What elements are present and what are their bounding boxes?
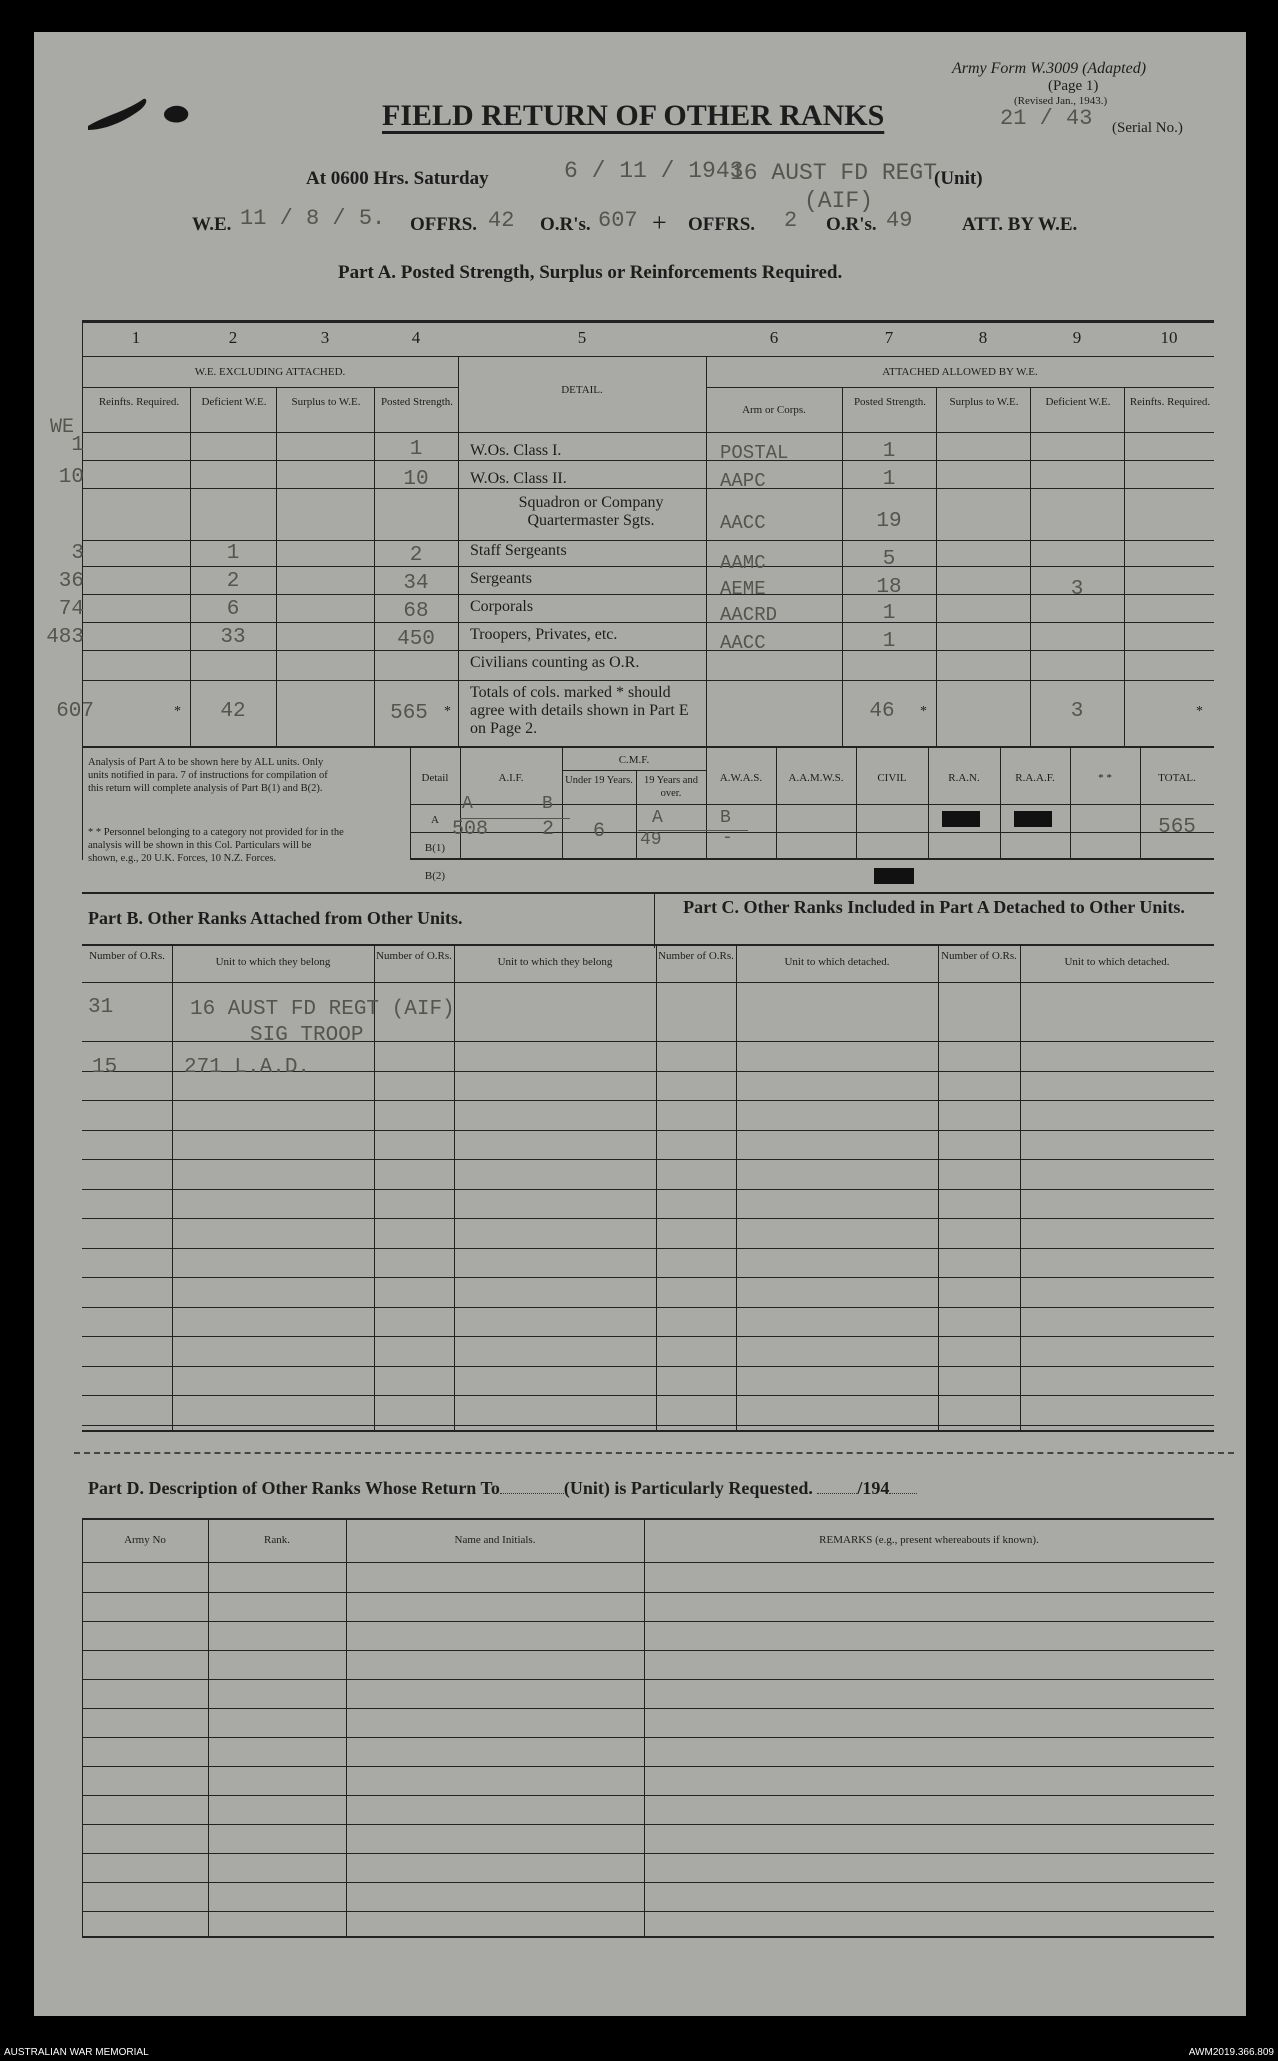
- date-value: 6 / 11 / 1943: [564, 158, 744, 184]
- att-by-we-label: ATT. BY W.E.: [962, 214, 1078, 235]
- row-label-b1: B(1): [424, 842, 446, 854]
- offrs-value: 42: [488, 208, 515, 233]
- arm-header: Arm or Corps.: [742, 404, 806, 416]
- ruled-line: [82, 1130, 1214, 1131]
- aif-value: (AIF): [804, 188, 874, 214]
- row-we: 36: [58, 570, 84, 593]
- att-ors-value: 49: [886, 208, 913, 233]
- row-posted-att: 1: [882, 602, 896, 625]
- over-19-header: 19 Years and over.: [644, 775, 698, 799]
- ruled-line: [82, 1708, 1214, 1709]
- ruled-line: [82, 1395, 1214, 1396]
- part-b-unit-header: Unit to which they belong: [497, 956, 613, 968]
- deficient-att-header: Deficient W.E.: [1045, 396, 1111, 408]
- aif-b-mark: B: [542, 794, 553, 814]
- ruled-line: [82, 1366, 1214, 1367]
- row-detail: Squadron or Company Quartermaster Sgts.: [518, 494, 664, 529]
- we-value: 11 / 8 / 5.: [240, 206, 386, 231]
- ruled-line: [82, 1248, 1214, 1249]
- under-19-value: 6: [592, 820, 605, 843]
- deficient-header: Deficient W.E.: [201, 396, 267, 408]
- serial-number: 21 / 43: [1000, 106, 1093, 131]
- offrs-label: OFFRS.: [410, 214, 478, 235]
- analysis-total-value: 565: [1158, 816, 1196, 839]
- surplus-att-header: Surplus to W.E.: [949, 396, 1019, 408]
- row-deficient: 6: [226, 598, 240, 621]
- row-we: 74: [58, 598, 84, 621]
- over-19-b-mark: B: [720, 808, 731, 828]
- att-offrs-value: 2: [784, 208, 798, 233]
- ruled-line: [82, 1100, 1214, 1101]
- row-detail: Staff Sergeants: [470, 542, 567, 559]
- over-19-a-value: 49: [640, 830, 662, 850]
- unit-label: (Unit): [934, 168, 983, 189]
- row-deficient: 33: [220, 626, 246, 649]
- attached-number: 15: [92, 1056, 118, 1079]
- redaction-mark: [942, 811, 980, 827]
- unit-value: 16 AUST FD REGT: [730, 160, 938, 186]
- aif-a-mark: A: [462, 794, 473, 814]
- aif-a-value: 508: [452, 818, 489, 841]
- attached-unit: 16 AUST FD REGT (AIF): [190, 998, 455, 1021]
- posted-header: Posted Strength.: [380, 396, 454, 408]
- part-a-top-rule: [82, 320, 1214, 323]
- over-19-a-mark: A: [652, 808, 663, 828]
- ran-header: R.A.N.: [948, 772, 980, 784]
- margin-we-note: WE: [50, 416, 75, 439]
- page-title: FIELD RETURN OF OTHER RANKS: [382, 99, 885, 132]
- redaction-mark: [874, 868, 914, 884]
- serial-label: (Serial No.): [1112, 120, 1183, 136]
- row-arm: AEME: [720, 578, 766, 600]
- detail-header: DETAIL.: [561, 384, 603, 396]
- ruled-line: [82, 1795, 1214, 1796]
- ruled-line: [82, 1336, 1214, 1337]
- row-posted-att: 1: [882, 630, 896, 653]
- row-detail: Civilians counting as O.R.: [470, 654, 640, 671]
- attached-number: 31: [88, 996, 114, 1019]
- aif-col-header: A.I.F.: [498, 772, 524, 784]
- att-offrs-label: OFFRS.: [688, 214, 756, 235]
- dashed-separator: [74, 1452, 1234, 1454]
- analysis-note: Analysis of Part A to be shown here by ALL units. Only units notified in para. 7 of instructions for compilation of this return will complete analysis of Part B(1) and B(2).: [88, 757, 328, 794]
- totals-detail: Totals of cols. marked * should agree with details shown in Part E on Page 2.: [470, 684, 689, 737]
- redaction-mark: [1014, 811, 1052, 827]
- total-header: TOTAL.: [1158, 772, 1196, 784]
- ruled-line: [82, 1425, 1214, 1426]
- ors-label: O.R's.: [540, 214, 591, 235]
- row-detail: Corporals: [470, 598, 534, 615]
- total-star: *: [174, 704, 181, 719]
- reinfts-header: Reinfts. Required.: [98, 396, 180, 408]
- row-label-b2: B(2): [424, 870, 446, 882]
- ruled-line: [82, 1766, 1214, 1767]
- part-d-title: Part D. Description of Other Ranks Whose Return To (Unit) is Particularly Requested. /194: [88, 1478, 917, 1499]
- total-star: *: [920, 704, 927, 719]
- row-detail: Sergeants: [470, 570, 532, 587]
- part-c-number-header: Number of O.Rs.: [658, 950, 734, 962]
- ruled-line: [82, 1277, 1214, 1278]
- other-header: * *: [1098, 772, 1112, 784]
- ruled-line: [82, 1679, 1214, 1680]
- total-star: *: [444, 704, 451, 719]
- att-ors-label: O.R's.: [826, 214, 877, 235]
- row-arm: AACRD: [720, 604, 778, 626]
- ruled-line: [82, 1307, 1214, 1308]
- footer-right: AWM2019.366.809: [1188, 2047, 1274, 2058]
- ruled-line: [82, 1650, 1214, 1651]
- row-detail: Troopers, Privates, etc.: [470, 626, 618, 643]
- row-arm: AACC: [720, 512, 766, 534]
- row-detail: W.Os. Class I.: [470, 442, 562, 459]
- row-posted: 2: [409, 544, 423, 567]
- part-b-title: Part B. Other Ranks Attached from Other Units.: [88, 908, 463, 928]
- part-b-number-header: Number of O.Rs.: [89, 950, 165, 962]
- row-posted-att: 18: [876, 576, 902, 599]
- attached-unit: 271 L.A.D.: [184, 1056, 311, 1079]
- part-a-colnum-rule: [82, 356, 1214, 357]
- part-d-date: /194: [857, 1478, 890, 1498]
- row-detail: W.Os. Class II.: [470, 470, 567, 487]
- civil-header: CIVIL: [877, 772, 907, 784]
- group-right-header: ATTACHED ALLOWED BY W.E.: [882, 366, 1038, 378]
- name-header: Name and Initials.: [454, 1534, 536, 1546]
- total-posted: 565: [390, 702, 428, 725]
- remarks-header: REMARKS (e.g., present whereabouts if known).: [819, 1534, 1039, 1546]
- row-we: 483: [46, 626, 84, 649]
- row-deficient-att: 3: [1070, 578, 1084, 601]
- we-label: W.E.: [192, 214, 232, 235]
- ruled-line: [82, 1853, 1214, 1854]
- cmf-col-header: C.M.F.: [618, 754, 650, 766]
- footer-left: AUSTRALIAN WAR MEMORIAL: [4, 2047, 149, 2058]
- reinfts-att-header: Reinfts. Required.: [1129, 396, 1211, 408]
- ruled-line: [82, 1621, 1214, 1622]
- row-deficient: 1: [226, 542, 240, 565]
- attached-unit-line2: SIG TROOP: [250, 1024, 364, 1047]
- row-posted: 1: [409, 438, 423, 461]
- row-posted: 10: [403, 468, 429, 491]
- row-label-a: A: [431, 814, 439, 826]
- total-deficient: 42: [220, 700, 246, 723]
- form-reference: Army Form W.3009 (Adapted): [952, 60, 1147, 77]
- row-posted-att: 5: [882, 548, 896, 571]
- aamws-header: A.A.M.W.S.: [788, 772, 844, 784]
- over-19-b-value: -: [722, 828, 733, 848]
- total-we: 607: [56, 700, 94, 723]
- row-deficient: 2: [226, 570, 240, 593]
- ruled-line: [82, 1911, 1214, 1912]
- total-deficient-att: 3: [1070, 700, 1084, 723]
- row-posted-att: 1: [882, 468, 896, 491]
- revised-date: (Revised Jan., 1943.): [1014, 95, 1108, 107]
- row-arm: AACC: [720, 632, 766, 654]
- part-b-number-header: Number of O.Rs.: [376, 950, 452, 962]
- posted-att-header: Posted Strength.: [853, 396, 927, 408]
- ruled-line: [82, 1159, 1214, 1160]
- ruled-line: [82, 1189, 1214, 1190]
- detail-col-header: Detail: [421, 772, 449, 784]
- ruled-line: [82, 1824, 1214, 1825]
- row-posted-att: 1: [882, 440, 896, 463]
- row-posted: 450: [397, 628, 435, 651]
- under-19-header: Under 19 Years.: [565, 775, 633, 786]
- part-a-title: Part A. Posted Strength, Surplus or Reinforcements Required.: [338, 262, 843, 283]
- part-c-number-header: Number of O.Rs.: [941, 950, 1017, 962]
- ors-value: 607: [598, 208, 638, 233]
- ink-blot-icon: [84, 82, 204, 142]
- group-left-header: W.E. EXCLUDING ATTACHED.: [194, 366, 346, 378]
- aif-b-value: 2: [542, 818, 555, 841]
- row-arm: AAMC: [720, 552, 766, 574]
- rank-header: Rank.: [264, 1534, 290, 1546]
- ruled-line: [82, 1218, 1214, 1219]
- part-c-unit-header: Unit to which detached.: [784, 956, 890, 968]
- part-c-title: Part C. Other Ranks Included in Part A Detached to Other Units.: [683, 897, 1185, 917]
- analysis-note-other: * * Personnel belonging to a category not provided for in the analysis will be shown in this Col. Particulars will be shown, e.g., 20 U.K. Forces, 10 N.Z. Forces.: [88, 827, 344, 864]
- ruled-line: [82, 1882, 1214, 1883]
- total-posted-att: 46: [869, 700, 895, 723]
- part-b-unit-header: Unit to which they belong: [215, 956, 331, 968]
- at-label: At 0600 Hrs. Saturday: [306, 168, 489, 189]
- row-posted: 34: [403, 572, 429, 595]
- ruled-line: [82, 1592, 1214, 1593]
- row-posted-att: 19: [876, 510, 902, 533]
- row-arm: AAPC: [720, 470, 766, 492]
- surplus-header: Surplus to W.E.: [291, 396, 361, 408]
- row-posted: 68: [403, 600, 429, 623]
- row-we: 3: [71, 542, 84, 565]
- row-we: 1: [71, 434, 84, 457]
- army-no-header: Army No: [124, 1534, 166, 1546]
- row-arm: POSTAL: [720, 442, 789, 464]
- part-c-unit-header: Unit to which detached.: [1064, 956, 1170, 968]
- plus-sign: +: [652, 208, 667, 237]
- form-sheet: Army Form W.3009 (Adapted) (Page 1) (Revised Jan., 1943.) 21 / 43 (Serial No.) FIELD RETURN OF OTHER RANKS At 0600 Hrs. Saturday 6 / 11 / 1943 16 AUST FD REGT (Unit) (AIF) W.E. 11 / 8 / 5. OFFRS. 42 O.R's. 607 + OFFRS. 2 O.R's. 49 ATT. BY W.E. Part A. Posted Strength, Surplus or Reinforcements Required. 1 2 3 4 5 6 7 8 9 10 W.E. EXCLUDING ATTACHED. ATTACHED ALLOWED BY W.E. Reinfts. Required. Deficient W.E. Surplus to W.E. Posted Strength. DETAIL. Arm or Corps. Posted Strength. Surplus to W.E. Deficient W.E. Reinfts. Required. WE 1 1 W.Os. Class I. POSTAL 1 10 10 W.Os. Class II. AAPC 1 Squadron or Company Quartermaster Sgts. AACC 19 3 1 2 Staff Sergeants AAMC 5 36 2 34 Sergeants AEME 18 3 74 6 68 Corporals AACRD 1 483 33 450 Troopers, Privates, etc. AACC 1 Civilians counting as O.R. 607 * 42 565 * Totals of cols. marked * should agree with details shown in Part E on Page 2. 46 * 3 * Analysis of Part A to be shown here by ALL units. Only units notified in para. 7 of instructions for compilation of this return will complete analysis of Part B(1) and B(2). * * Personnel belonging to a category not provided for in the analysis will be shown in this Col. Particulars will be shown, e.g., 20 U.K. Forces, 10 N.Z. Forces. Detail A.I.F. C.M.F. Under 19 Years. 19 Years and over. A.W.A.S. A.A.M.W.S. CIVIL R.A.N. R.A.A.F. * * TOTAL. A B(1) B(2) A B 508 2 6 A B 49 - 565 Part B. Other Ranks Attached from Other Units. Part C. Other Ranks Included in Part A Detached to Other Units. Number of O.Rs. Unit to which they belong Number of O.Rs. Unit to which they belong Number of O.Rs. Unit to which detached. Number of O.Rs. Unit to which detached. 31 16 AUST FD REGT (AIF) SIG TROOP 15 271 L.A.D. Part D. Description of Other Ranks Whose Return To (Unit) is Particularly Requested. /194 Army No Rank. Name and Initials. REMARKS (e.g., present whereabouts if known).: [34, 32, 1246, 2016]
- awas-header: A.W.A.S.: [719, 772, 763, 784]
- page-number: (Page 1): [1048, 78, 1099, 94]
- total-star: *: [1196, 704, 1203, 719]
- row-we: 10: [58, 466, 84, 489]
- ruled-line: [82, 1737, 1214, 1738]
- raaf-header: R.A.A.F.: [1015, 772, 1055, 784]
